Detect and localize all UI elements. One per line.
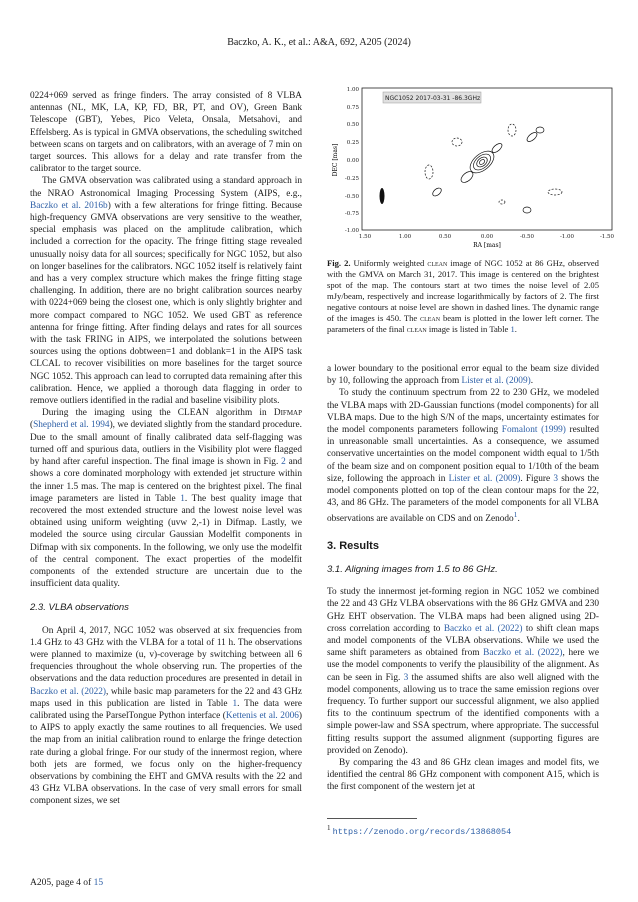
paragraph: The GMVA observation was calibrated using a standard approach in the NRAO Astronomical Imaging Processing System (AIPS, e.g., Baczko et al. 2016b) with a few alterations for fringe fitting. Because high-frequency GMVA observations are very sensitive to the weather, special emphasis was placed on the amplitude calibration, which included a correction for the opacity. The fringe fitting stage revealed unusually noisy data for all sources; specifically for NGC 1052, but also on longer baselines for the calibrators. NGC 1052 itself is relatively faint and has a very complex structure which makes the fringe fitting stage challenging. In addition, there are no bright calibration sources nearby with 0224+069 being the closest one, which is only slightly brighter and more compact compared to NGC 1052. We used GBT as reference antenna for fringe fitting. After finding delays and rates for all sources with the task FRING in AIPS, we interpolated the solutions between sources using the options dobtween=1 and doblank=1 in the AIPS task CLCAL to recover visibilities on more baselines for the target source NGC 1052. This approach can lead to corrupted data remaining after this calibration. Hence, we applied a thorough data flagging in order to remove outliers identified in the radial and baseline visibility plots. (30, 176, 302, 407)
page-footer: A205, page 4 of 15 (30, 878, 104, 888)
ytick-label: -0.50 (344, 194, 359, 200)
citation-link[interactable]: Lister et al. (2009) (461, 376, 531, 387)
citation-link[interactable]: Shepherd et al. 1994 (33, 420, 110, 431)
contour-plot (327, 82, 617, 250)
paragraph: By comparing the 43 and 86 GHz clean images and model fits, we identified the central 86 GHz component with component A15, which is the first component of the western jet at (327, 757, 599, 793)
subsection-heading: 2.3. VLBA observations (30, 602, 129, 614)
ytick-label: 0.25 (346, 140, 359, 146)
paragraph: 0224+069 served as fringe finders. The array consisted of 8 VLBA antennas (NL, MK, LA, KP, FD, BR, PT, and OV), Green Bank Telescope (GBT), Yebes, Pico Veleta, Onsala, Metsahovi, and Effelsberg. As is typical in GMVA observations, the scheduling switched between scans on targets and on calibrators, with an average of 7 min on target sources. This allows for a delay and rate transfer from the calibrator to the target source. (30, 91, 302, 175)
total-pages-link[interactable]: 15 (93, 878, 104, 888)
paragraph: To study the continuum spectrum from 22 to 230 GHz, we modeled the VLBA maps with 2D-Gaussian functions (model components) for all VLBA maps. Due to the high S/N of the maps, uncertainty estimates for the model components parameters following Fomalont (1999) resulted in unreasonable small uncertainties. As a consequence, we assumed conservative uncertainties on the model component width equal to 1/5th of the beam size and on component position equal to 1/10th of the beam size, following the approach in Lister et al. (2009). Figure 3 shows the model components plotted on top of the clean contour maps for the 22, 43, and 86 GHz. The parameters of the model components for all VLBA observations are available on CDS and on Zenodo$^1$. (327, 388, 599, 525)
citation-link[interactable]: Kettenis et al. 2006 (225, 710, 299, 721)
y-axis-label: DEC [mas] (332, 143, 339, 177)
paragraph: On April 4, 2017, NGC 1052 was observed at six frequencies from 1.4 GHz to 43 GHz with the VLBA for a total of 11 h. The observations were planned to maximize (u, v)-coverage by switching between all 6 frequencies throughout the whole observing run. The properties of the observations and the data reduction procedures are presented in detail in Baczko et al. (2022), while basic map parameters for the 22 and 43 GHz maps used in this publication are listed in Table 1. The data were calibrated using the ParselTongue Python interface (Kettenis et al. 2006) to AIPS to apply exactly the same routines to all frequencies. We used the map from an initial calibration round to enlarge the fringe detection rate during a global fringe. For our study of the innermost region, where both jets are formed, we focus only on the higher-frequency observations by combining the EHT and GMVA results with the 22 and 43 GHz VLBA observations. In the case of very small errors for small component sizes, we set (30, 625, 302, 807)
map-label: NGC1052 2017-03-31 -86.3GHz (385, 95, 481, 102)
citation-link[interactable]: Baczko et al. (2022) (30, 686, 107, 697)
table-ref-link[interactable]: 1 (232, 698, 238, 709)
figure-2-contour-map (327, 82, 617, 250)
paragraph: a lower boundary to the positional error equal to the beam size divided by 10, following the approach from Lister et al. (2009). (327, 364, 599, 387)
subsection-heading: 3.1. Aligning images from 1.5 to 86 GHz. (327, 563, 498, 575)
footnote-divider (327, 818, 417, 819)
xtick-label: -0.50 (519, 234, 535, 240)
ytick-label: -0.75 (344, 211, 359, 217)
xtick-label: -1.50 (599, 234, 615, 240)
section-heading: 3. Results (327, 539, 379, 552)
footnote-ref-link[interactable]: 1 (513, 510, 518, 520)
citation-link[interactable]: Fomalont (1999) (501, 425, 566, 436)
left-column (30, 90, 302, 808)
table-ref-link[interactable]: 1 (510, 324, 515, 334)
ytick-label: 0.00 (346, 158, 359, 164)
xtick-label: 0.50 (438, 234, 452, 240)
clean-beam (380, 188, 385, 204)
citation-link[interactable]: Baczko et al. (2022) (483, 648, 563, 659)
running-header: Baczko, A. K., et al.: A&A, 692, A205 (2024) (227, 37, 411, 48)
figure-caption: Fig. 2. Uniformly weighted clean image of NGC 1052 at 86 GHz, observed with the GMVA on March 31, 2017. This image is centered on the brightest spot of the map. The contours start at two times the noise level of 2.05 mJy/beam, respectively and increase logarithmically by factors of 2. The first negative contours at noise level are shown in dashed lines. The dynamic range of the images is 450. The clean beam is plotted in the lower left corner. The parameters of the final clean image is listed in Table 1. (327, 258, 599, 334)
right-column (327, 363, 599, 794)
paragraph: To study the innermost jet-forming region in NGC 1052 we combined the 22 and 43 GHz VLBA observations with the 86 GHz GMVA and 230 GHz EHT observation. The VLBA maps had been aligned using 2D-cross correlation according to Baczko et al. (2022) to shift clean maps and model components of the VLBA observations. While we used the same shift parameters as obtained from Baczko et al. (2022), here we use the model components to verify the plausibility of the alignment. As can be seen in Fig. 3 the assumed shifts are also well aligned with the model components, allowing us to trace the same emission regions over frequency. To further support our successful alignment, we also applied fits to the continuum spectrum of the identified components with a simple power-law and SSA spectrum, where appropriate. The successful fitting results support the assumed alignment (supporting figures are provided on Zenodo). (327, 587, 599, 756)
ytick-label: -1.00 (344, 228, 359, 234)
ytick-label: 0.75 (346, 105, 359, 111)
xtick-label: 0.00 (480, 234, 494, 240)
x-axis-label: RA [mas] (473, 242, 501, 249)
citation-link[interactable]: Baczko et al. 2016b (30, 200, 108, 211)
ytick-label: -0.25 (344, 176, 359, 182)
footnote: $^1$ https://zenodo.org/records/13868054 (327, 824, 512, 837)
figure-ref-link[interactable]: 3 (403, 672, 409, 683)
ytick-label: 1.00 (346, 87, 359, 93)
xtick-label: -1.00 (559, 234, 575, 240)
ytick-label: 0.50 (346, 122, 359, 128)
paragraph: During the imaging using the CLEAN algorithm in Difmap (Shepherd et al. 1994), we deviated slightly from the standard procedure. Due to the small amount of finally calibrated data self-flagging was turned off and spurious data, outliers in the Visibility plot were flagged by hand after careful inspection. The final image is shown in Fig. 2 and shows a core dominated morphology with extended jet structure within the inner 1.5 mas. The map is centered on the brightest pixel. The final image parameters are listed in Table 1. The best quality image that recovered the most extended structure and the lowest noise level was obtained using uniform weighting (uvw 2,-1) in Difmap. Lastly, we modeled the source using circular Gaussian Modelfit components in Difmap with six components. In the following, we only use the modelfit of the central component. The exact properties of the modelfit components of the extended structure are uncertain due to the insufficient data quality. (30, 408, 303, 590)
figure-ref-link[interactable]: 2 (281, 457, 286, 468)
figure-ref-link[interactable]: 3 (553, 473, 558, 484)
citation-link[interactable]: Baczko et al. (2022) (443, 623, 523, 634)
xtick-label: 1.50 (358, 234, 372, 240)
xtick-label: 1.00 (398, 234, 412, 240)
table-ref-link[interactable]: 1 (180, 493, 185, 504)
zenodo-link[interactable]: https://zenodo.org/records/13868054 (332, 826, 512, 837)
citation-link[interactable]: Lister et al. (2009) (448, 473, 521, 484)
